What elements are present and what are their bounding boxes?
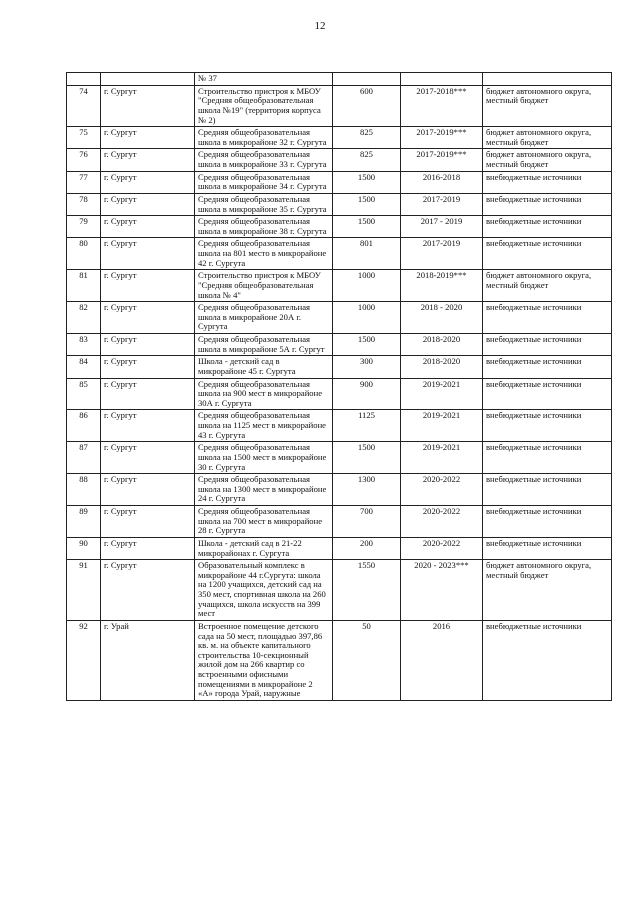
- table-row: [67, 171, 612, 193]
- cell-source: внебюджетные источники: [483, 410, 612, 442]
- cell-source: [483, 73, 612, 86]
- cell-source: внебюджетные источники: [483, 171, 612, 193]
- cell-city: г. Сургут: [101, 302, 195, 334]
- cell-city: г. Сургут: [101, 356, 195, 378]
- cell-source: бюджет автономного округа, местный бюджет: [483, 149, 612, 171]
- cell-name: Средняя общеобразовательная школа в микрорайоне 20А г. Сургута: [195, 302, 333, 334]
- cell-name: Средняя общеобразовательная школа на 900 мест в микрорайоне 30А г. Сургута: [195, 378, 333, 410]
- cell-years: 2016-2018: [401, 171, 483, 193]
- cell-city: г. Сургут: [101, 506, 195, 538]
- table-row: [67, 238, 612, 270]
- cell-city: г. Сургут: [101, 334, 195, 356]
- cell-capacity: 1500: [333, 334, 401, 356]
- cell-city: г. Сургут: [101, 171, 195, 193]
- cell-city: г. Сургут: [101, 193, 195, 215]
- table-row: [67, 193, 612, 215]
- cell-capacity: 801: [333, 238, 401, 270]
- cell-city: г. Сургут: [101, 149, 195, 171]
- cell-source: внебюджетные источники: [483, 506, 612, 538]
- table-row: [67, 85, 612, 127]
- cell-capacity: 1500: [333, 216, 401, 238]
- table-row: [67, 442, 612, 474]
- cell-years: 2017-2019***: [401, 127, 483, 149]
- cell-years: 2017-2019: [401, 193, 483, 215]
- cell-years: 2018-2020: [401, 356, 483, 378]
- cell-num: 89: [67, 506, 101, 538]
- cell-name: Встроенное помещение детского сада на 50 мест, площадью 397,86 кв. м. на объекте капитального строительства 10-секционный жилой дом на 266 квартир со встроенными офисными помещениями в микрорайоне 2 «А» города Урай, наружные: [195, 620, 333, 700]
- cell-city: г. Сургут: [101, 127, 195, 149]
- cell-city: г. Сургут: [101, 270, 195, 302]
- cell-num: 86: [67, 410, 101, 442]
- cell-num: 79: [67, 216, 101, 238]
- cell-years: 2019-2021: [401, 378, 483, 410]
- cell-source: бюджет автономного округа, местный бюджет: [483, 560, 612, 621]
- table-row: [67, 620, 612, 700]
- cell-years: 2016: [401, 620, 483, 700]
- table-row: [67, 506, 612, 538]
- cell-years: 2020-2022: [401, 537, 483, 559]
- table-row: [67, 302, 612, 334]
- cell-name: Средняя общеобразовательная школа на 1125 мест в микрорайоне 43 г. Сургута: [195, 410, 333, 442]
- cell-num: 75: [67, 127, 101, 149]
- cell-num: 90: [67, 537, 101, 559]
- table-body: [67, 73, 612, 701]
- cell-city: г. Сургут: [101, 442, 195, 474]
- cell-city: г. Сургут: [101, 85, 195, 127]
- cell-years: 2020-2022: [401, 474, 483, 506]
- cell-city: г. Сургут: [101, 238, 195, 270]
- cell-capacity: 1500: [333, 193, 401, 215]
- cell-source: бюджет автономного округа, местный бюджет: [483, 127, 612, 149]
- cell-source: бюджет автономного округа, местный бюджет: [483, 270, 612, 302]
- cell-capacity: 50: [333, 620, 401, 700]
- cell-source: внебюджетные источники: [483, 378, 612, 410]
- cell-years: 2019-2021: [401, 410, 483, 442]
- cell-num: 81: [67, 270, 101, 302]
- cell-capacity: 600: [333, 85, 401, 127]
- cell-name: Средняя общеобразовательная школа в микрорайоне 32 г. Сургута: [195, 127, 333, 149]
- cell-name: Образовательный комплекс в микрорайоне 44 г.Сургута: школа на 1200 учащихся, детский сад на 350 мест, спортивная школа на 260 учащихся, школа искусств на 399 мест: [195, 560, 333, 621]
- cell-capacity: 200: [333, 537, 401, 559]
- cell-name: Средняя общеобразовательная школа на 700 мест в микрорайоне 28 г. Сургута: [195, 506, 333, 538]
- cell-capacity: 825: [333, 149, 401, 171]
- cell-years: 2018-2020: [401, 334, 483, 356]
- cell-num: 77: [67, 171, 101, 193]
- cell-years: 2017-2019: [401, 238, 483, 270]
- cell-city: г. Сургут: [101, 560, 195, 621]
- cell-years: [401, 73, 483, 86]
- cell-city: г. Сургут: [101, 378, 195, 410]
- table-row: [67, 537, 612, 559]
- cell-source: внебюджетные источники: [483, 193, 612, 215]
- cell-city: г. Сургут: [101, 410, 195, 442]
- cell-source: внебюджетные источники: [483, 302, 612, 334]
- cell-city: г. Сургут: [101, 537, 195, 559]
- table-row: [67, 356, 612, 378]
- cell-name: Средняя общеобразовательная школа на 1500 мест в микрорайоне 30 г. Сургута: [195, 442, 333, 474]
- table-row: [67, 216, 612, 238]
- cell-capacity: 1500: [333, 171, 401, 193]
- cell-name: Средняя общеобразовательная школа в микрорайоне 35 г. Сургута: [195, 193, 333, 215]
- cell-source: внебюджетные источники: [483, 334, 612, 356]
- table-row-continued: [67, 73, 612, 86]
- table-row: [67, 127, 612, 149]
- cell-source: внебюджетные источники: [483, 238, 612, 270]
- cell-city: [101, 73, 195, 86]
- cell-city: г. Сургут: [101, 474, 195, 506]
- cell-source: внебюджетные источники: [483, 537, 612, 559]
- cell-years: 2019-2021: [401, 442, 483, 474]
- table-row: [67, 334, 612, 356]
- cell-name: Средняя общеобразовательная школа в микрорайоне 33 г. Сургута: [195, 149, 333, 171]
- cell-num: 92: [67, 620, 101, 700]
- cell-years: 2017 - 2019: [401, 216, 483, 238]
- cell-name: Строительство пристроя к МБОУ "Средняя общеобразовательная школа № 4": [195, 270, 333, 302]
- cell-source: внебюджетные источники: [483, 356, 612, 378]
- cell-capacity: 700: [333, 506, 401, 538]
- cell-num: 80: [67, 238, 101, 270]
- table-row: [67, 149, 612, 171]
- cell-name: Средняя общеобразовательная школа в микрорайоне 38 г. Сургута: [195, 216, 333, 238]
- cell-name: Средняя общеобразовательная школа на 1300 мест в микрорайоне 24 г. Сургута: [195, 474, 333, 506]
- cell-num: 82: [67, 302, 101, 334]
- facilities-table: [66, 72, 612, 701]
- cell-num: 83: [67, 334, 101, 356]
- cell-source: внебюджетные источники: [483, 620, 612, 700]
- cell-capacity: 1125: [333, 410, 401, 442]
- cell-num: 85: [67, 378, 101, 410]
- cell-city: г. Урай: [101, 620, 195, 700]
- cell-city: г. Сургут: [101, 216, 195, 238]
- cell-source: внебюджетные источники: [483, 442, 612, 474]
- cell-name: № 37: [195, 73, 333, 86]
- cell-num: 76: [67, 149, 101, 171]
- cell-capacity: 1550: [333, 560, 401, 621]
- cell-num: 88: [67, 474, 101, 506]
- cell-name: Средняя общеобразовательная школа на 801 место в микрорайоне 42 г. Сургута: [195, 238, 333, 270]
- table-row: [67, 270, 612, 302]
- cell-source: внебюджетные источники: [483, 216, 612, 238]
- cell-capacity: 1000: [333, 270, 401, 302]
- cell-name: Средняя общеобразовательная школа в микрорайоне 34 г. Сургута: [195, 171, 333, 193]
- cell-years: 2017-2019***: [401, 149, 483, 171]
- cell-name: Школа - детский сад в 21-22 микрорайонах г. Сургута: [195, 537, 333, 559]
- cell-source: внебюджетные источники: [483, 474, 612, 506]
- cell-capacity: 825: [333, 127, 401, 149]
- cell-source: бюджет автономного округа, местный бюджет: [483, 85, 612, 127]
- cell-years: 2020-2022: [401, 506, 483, 538]
- cell-capacity: 1000: [333, 302, 401, 334]
- cell-num: 91: [67, 560, 101, 621]
- cell-years: 2017-2018***: [401, 85, 483, 127]
- cell-num: 87: [67, 442, 101, 474]
- cell-num: 74: [67, 85, 101, 127]
- table-row: [67, 378, 612, 410]
- cell-capacity: 900: [333, 378, 401, 410]
- cell-years: 2018 - 2020: [401, 302, 483, 334]
- cell-capacity: 1500: [333, 442, 401, 474]
- cell-num: 78: [67, 193, 101, 215]
- cell-capacity: 1300: [333, 474, 401, 506]
- table-row: [67, 410, 612, 442]
- cell-num: 84: [67, 356, 101, 378]
- cell-capacity: [333, 73, 401, 86]
- table-row: [67, 474, 612, 506]
- cell-name: Школа - детский сад в микрорайоне 45 г. Сургута: [195, 356, 333, 378]
- cell-num: [67, 73, 101, 86]
- cell-capacity: 300: [333, 356, 401, 378]
- cell-name: Строительство пристроя к МБОУ "Средняя общеобразовательная школа №19" (территория корпуса № 2): [195, 85, 333, 127]
- cell-name: Средняя общеобразовательная школа в микрорайоне 5А г. Сургут: [195, 334, 333, 356]
- cell-years: 2018-2019***: [401, 270, 483, 302]
- cell-years: 2020 - 2023***: [401, 560, 483, 621]
- table-row: [67, 560, 612, 621]
- page-number: 12: [314, 20, 326, 32]
